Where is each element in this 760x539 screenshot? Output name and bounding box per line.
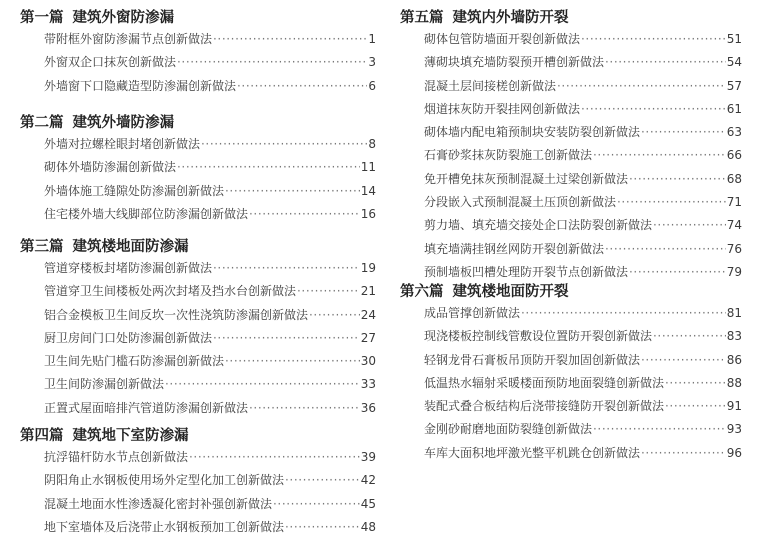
entry-title: 外墙体施工缝隙处防渗漏创新做法 [44, 183, 225, 198]
toc-entry[interactable] [44, 51, 376, 74]
entry-page: 93 [726, 422, 742, 437]
toc-entry[interactable] [44, 280, 376, 303]
entry-title: 低温热水辐射采暖楼面预防地面裂缝创新做法 [424, 375, 665, 390]
toc-entry[interactable] [44, 304, 376, 327]
dot-leader [225, 180, 360, 203]
entry-page: 39 [360, 450, 376, 464]
part-number: 第四篇 [20, 428, 64, 444]
toc-entry[interactable] [424, 51, 742, 74]
entry-title: 车库大面积地坪激光整平机跳仓创新做法 [424, 445, 641, 460]
entry-page: 48 [360, 519, 376, 534]
toc-entry[interactable] [424, 238, 742, 261]
entry-page: 71 [726, 195, 742, 210]
dot-leader [653, 214, 726, 237]
entry-title: 金刚砂耐磨地面防裂缝创新做法 [424, 422, 593, 437]
dot-leader [201, 133, 367, 156]
dot-leader [557, 75, 726, 98]
entry-title: 卫生间防渗漏创新做法 [44, 377, 165, 392]
toc-entry[interactable] [424, 144, 742, 167]
toc-entry[interactable] [44, 327, 376, 350]
dot-leader [629, 261, 726, 284]
toc-entry[interactable] [424, 372, 742, 395]
dot-leader [605, 51, 726, 74]
part-name: 建筑外墙防渗漏 [72, 115, 174, 131]
entry-page: 27 [360, 330, 376, 345]
toc-part-1 [20, 8, 376, 98]
entry-page: 79 [726, 264, 742, 279]
dot-leader [521, 302, 726, 325]
toc-entry[interactable] [424, 98, 742, 121]
toc-entry[interactable] [44, 516, 376, 539]
entry-title: 砌体墙内配电箱预制块安装防裂创新做法 [424, 125, 641, 140]
entry-page: 96 [726, 445, 742, 460]
entry-page: 88 [726, 375, 742, 390]
dot-leader [629, 168, 726, 191]
entry-title: 混凝土层间接槎创新做法 [424, 78, 557, 93]
entry-title: 外墙窗下口隐藏造型防渗漏创新做法 [44, 78, 237, 93]
entry-page: 63 [726, 125, 742, 140]
dot-leader [213, 327, 360, 350]
dot-leader [309, 304, 360, 327]
dot-leader [177, 51, 367, 74]
entry-page: 91 [726, 399, 742, 414]
toc-part-2 [20, 113, 376, 226]
toc-entry[interactable] [44, 373, 376, 396]
part-name: 建筑内外墙防开裂 [452, 10, 569, 26]
entry-title: 卫生间先贴门槛石防渗漏创新做法 [44, 354, 225, 369]
entry-title: 填充墙满挂钢丝网防开裂创新做法 [424, 241, 605, 256]
entry-title: 轻钢龙骨石膏板吊顶防开裂加固创新做法 [424, 352, 641, 367]
entry-title: 铝合金模板卫生间反坎一次性浇筑防渗漏创新做法 [44, 307, 309, 322]
toc-entry[interactable] [424, 121, 742, 144]
toc-entry[interactable] [44, 469, 376, 492]
dot-leader [189, 446, 360, 469]
entry-title: 厨卫房间门口处防渗漏创新做法 [44, 330, 213, 345]
entry-page: 16 [360, 206, 376, 221]
entry-page: 57 [726, 78, 742, 93]
toc-entry[interactable] [44, 28, 376, 51]
toc-entry[interactable] [424, 325, 742, 348]
dot-leader [213, 257, 360, 280]
entry-title: 预制墙板凹槽处理防开裂节点创新做法 [424, 264, 629, 279]
entry-page: 42 [360, 473, 376, 488]
entry-page: 68 [726, 171, 742, 186]
toc-entry[interactable] [44, 180, 376, 203]
entry-page: 14 [360, 183, 376, 198]
entry-page: 83 [726, 329, 742, 344]
entry-title: 石膏砂浆抹灰防裂施工创新做法 [424, 148, 593, 163]
dot-leader [665, 395, 726, 418]
entry-title: 剪力墙、填充墙交接处企口法防裂创新做法 [424, 218, 653, 233]
dot-leader [641, 442, 726, 465]
entry-page: 24 [360, 307, 376, 322]
toc-entry[interactable] [424, 28, 742, 51]
toc-part-4 [20, 426, 376, 539]
part-title [20, 113, 376, 133]
part-number: 第六篇 [400, 284, 444, 300]
part-title [20, 8, 376, 28]
toc-entry[interactable] [44, 75, 376, 98]
entry-page: 33 [360, 377, 376, 392]
entry-page: 11 [360, 160, 376, 175]
dot-leader [177, 156, 360, 179]
toc-part-5 [400, 8, 742, 284]
entry-title: 免开槽免抹灰预制混凝土过梁创新做法 [424, 171, 629, 186]
entry-title: 外窗双企口抹灰创新做法 [44, 55, 177, 70]
part-name: 建筑地下室防渗漏 [72, 428, 189, 444]
toc-entry[interactable] [44, 493, 376, 516]
part-title [400, 8, 742, 28]
toc-entry[interactable] [44, 133, 376, 156]
entry-page: 21 [360, 284, 376, 299]
entry-page: 3 [368, 55, 376, 70]
dot-leader [285, 516, 360, 539]
dot-leader [581, 98, 726, 121]
dot-leader [581, 28, 726, 51]
entry-page: 54 [726, 55, 742, 70]
entry-title: 砌体包管防墙面开裂创新做法 [424, 32, 581, 46]
dot-leader [285, 469, 360, 492]
entry-page: 6 [368, 78, 376, 93]
dot-leader [237, 75, 367, 98]
entry-title: 混凝土地面水性渗透凝化密封补强创新做法 [44, 496, 273, 511]
dot-leader [617, 191, 726, 214]
entry-page: 61 [726, 101, 742, 116]
entry-page: 66 [726, 148, 742, 163]
dot-leader [653, 325, 726, 348]
toc-entry[interactable] [424, 214, 742, 237]
entry-title: 现浇楼板控制线管敷设位置防开裂创新做法 [424, 329, 653, 344]
part-title [400, 282, 742, 302]
toc-entry[interactable] [424, 261, 742, 284]
entry-title: 管道穿卫生间楼板处两次封堵及挡水台创新做法 [44, 284, 297, 299]
part-name: 建筑楼地面防渗漏 [72, 239, 189, 255]
part-number: 第一篇 [20, 10, 64, 26]
toc-entry[interactable] [424, 75, 742, 98]
toc-entry[interactable] [44, 203, 376, 226]
dot-leader [225, 350, 360, 373]
dot-leader [249, 203, 360, 226]
entry-title: 正置式屋面暗排汽管道防渗漏创新做法 [44, 400, 249, 415]
entry-title: 阴阳角止水钢板使用场外定型化加工创新做法 [44, 473, 285, 488]
toc-entry[interactable] [424, 442, 742, 465]
dot-leader [249, 397, 360, 420]
toc-entry[interactable] [44, 397, 376, 420]
dot-leader [165, 373, 360, 396]
part-number: 第三篇 [20, 239, 64, 255]
toc-entry[interactable] [424, 418, 742, 441]
entry-title: 带附框外窗防渗漏节点创新做法 [44, 32, 213, 46]
toc-part-6 [400, 282, 742, 465]
entry-page: 81 [726, 306, 742, 320]
part-name: 建筑外窗防渗漏 [72, 10, 174, 26]
entry-title: 抗浮锚杆防水节点创新做法 [44, 450, 189, 464]
entry-page: 45 [360, 496, 376, 511]
toc-part-3 [20, 237, 376, 420]
dot-leader [593, 144, 726, 167]
dot-leader [641, 121, 726, 144]
dot-leader [641, 349, 726, 372]
toc-entry[interactable] [424, 302, 742, 325]
entry-title: 装配式叠合板结构后浇带接缝防开裂创新做法 [424, 399, 665, 414]
toc-entry[interactable] [44, 257, 376, 280]
entry-title: 住宅楼外墙大线脚部位防渗漏创新做法 [44, 206, 249, 221]
toc-entry[interactable] [44, 446, 376, 469]
dot-leader [273, 493, 360, 516]
part-title [20, 237, 376, 257]
entry-title: 外墙对拉螺栓眼封堵创新做法 [44, 137, 201, 151]
entry-title: 薄砌块填充墙防裂预开槽创新做法 [424, 55, 605, 70]
entry-title: 地下室墙体及后浇带止水钢板预加工创新做法 [44, 519, 285, 534]
entry-title: 分段嵌入式预制混凝土压顶创新做法 [424, 195, 617, 210]
part-name: 建筑楼地面防开裂 [452, 284, 569, 300]
part-number: 第二篇 [20, 115, 64, 131]
entry-title: 成品管撑创新做法 [424, 306, 521, 320]
entry-title: 烟道抹灰防开裂挂网创新做法 [424, 101, 581, 116]
dot-leader [297, 280, 360, 303]
entry-page: 1 [368, 32, 376, 46]
entry-page: 74 [726, 218, 742, 233]
entry-page: 36 [360, 400, 376, 415]
toc-entry[interactable] [424, 191, 742, 214]
toc-entry[interactable] [424, 168, 742, 191]
entry-title: 管道穿楼板封堵防渗漏创新做法 [44, 261, 213, 275]
entry-page: 30 [360, 354, 376, 369]
entry-page: 19 [360, 261, 376, 275]
toc-entry[interactable] [424, 349, 742, 372]
dot-leader [665, 372, 726, 395]
toc-entry[interactable] [44, 156, 376, 179]
dot-leader [213, 28, 367, 51]
toc-entry[interactable] [424, 395, 742, 418]
part-number: 第五篇 [400, 10, 444, 26]
toc-entry[interactable] [44, 350, 376, 373]
entry-title: 砌体外墙防渗漏创新做法 [44, 160, 177, 175]
part-title [20, 426, 376, 446]
entry-page: 76 [726, 241, 742, 256]
dot-leader [605, 238, 726, 261]
entry-page: 86 [726, 352, 742, 367]
entry-page: 8 [368, 137, 376, 151]
dot-leader [593, 418, 726, 441]
entry-page: 51 [726, 32, 742, 46]
